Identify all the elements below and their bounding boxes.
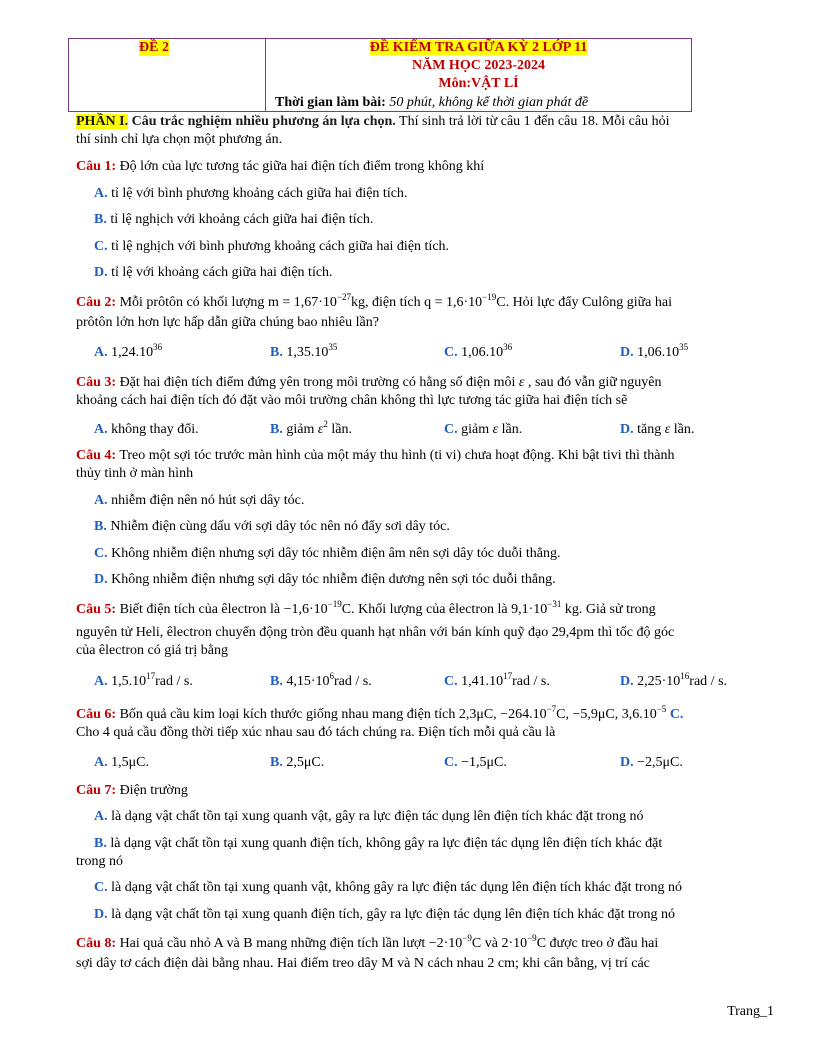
q7-option-c: C. là dạng vật chất tồn tại xung quanh vật, không gây ra lực điện tác dụng lên điện tích khác đặt trong nó	[94, 880, 683, 895]
q5-option-d: D. $2,25\cdot 10^{16}rad / s$.	[620, 671, 728, 689]
school-year: NĂM HỌC 2023-2024	[412, 58, 545, 73]
q2-option-a: A. 1,24.10$^{36}$	[94, 342, 163, 360]
question-7: Câu 7: Điện trường	[76, 783, 188, 798]
exam-code: ĐỀ 2	[139, 40, 169, 55]
question-2: Câu 2: Mỗi prôtôn có khối lượng $m = 1,67\cdot 10^{-27}kg$, điện tích $q = 1,6\cdot 10^{-19}C$. Hỏi lực đẩy Culông giữa hai	[76, 292, 672, 310]
q6-option-d: D. −2,5μC.	[620, 755, 683, 770]
q5-option-c: C. 1,41.10$^{17}$rad / s.	[444, 671, 550, 689]
q4-option-b: B. Nhiễm điện cùng dấu với sợi dây tóc nên nó đẩy sơi dây tóc.	[94, 519, 450, 534]
q3-option-c: C. giảm ε lần.	[444, 422, 523, 437]
question-4-line2: thủy tinh ở màn hình	[76, 466, 194, 481]
time-limit: Thời gian làm bài: 50 phút, không kể thời gian phát đề	[275, 95, 589, 110]
question-3: Câu 3: Đặt hai điện tích điểm đứng yên trong môi trường có hằng số điện môi ε , sau đó vẫn giữ nguyên	[76, 375, 662, 390]
question-3-line2: khoảng cách hai điện tích đó đặt vào môi trường chân không thì lực tương tác giữa hai điện tích sẽ	[76, 393, 628, 408]
q5-option-b: B. $4,15\cdot 10^6rad / s$.	[270, 671, 372, 689]
q1-option-c: C. tỉ lệ nghịch với bình phương khoảng cách giữa hai điện tích.	[94, 239, 450, 254]
question-4: Câu 4: Treo một sợi tóc trước màn hình của một máy thu hình (ti vi) chưa hoạt động. Khi bật tivi thì thành	[76, 448, 675, 463]
q6-option-a: A. 1,5μC.	[94, 755, 149, 770]
q7-option-b: B. là dạng vật chất tồn tại xung quanh điện tích, không gây ra lực điện tác dụng lên điện tích khác đặt	[94, 836, 663, 851]
q7-option-a: A. là dạng vật chất tồn tại xung quanh vật, gây ra lực điện tác dụng lên điện tích khác đặt trong nó	[94, 809, 644, 824]
q6-option-c: C. −1,5μC.	[444, 755, 507, 770]
q3-option-d: D. tăng ε lần.	[620, 422, 695, 437]
part-instructions: thí sinh chỉ lựa chọn một phương án.	[76, 132, 283, 147]
page-number: Trang_1	[727, 1004, 774, 1019]
q3-option-b: B. giảm $\varepsilon^2$ lần.	[270, 419, 352, 437]
question-6-line2: Cho 4 quả cầu đồng thời tiếp xúc nhau sau đó tách chúng ra. Điện tích mỗi quả cầu là	[76, 725, 556, 740]
question-5-line2: nguyên tử Heli, êlectron chuyển động tròn đều quanh hạt nhân với bán kính quỹ đạo 29,4pm thì tốc độ góc	[76, 625, 675, 640]
q2-option-d: D. 1,06.10$^{35}$	[620, 342, 689, 360]
exam-header	[68, 38, 692, 112]
subject: Môn:VẬT LÍ	[438, 76, 519, 91]
question-2-line2: prôtôn lớn hơn lực hấp dẫn giữa chúng bao nhiêu lần?	[76, 315, 379, 330]
question-6: Câu 6: Bốn quả cầu kim loại kích thước giống nhau mang điện tích 2,3μC, $-264.10^{-7}C$, −5,9μC, $3,6.10^{-5}$ C.	[76, 704, 684, 722]
question-8-line2: sợi dây tơ cách điện dài bằng nhau. Hai điểm treo dây M và N cách nhau 2 cm; khi cân bằng, vị trí các	[76, 956, 650, 971]
part-heading: PHẦN I. Câu trắc nghiệm nhiều phương án lựa chọn. Thí sinh trả lời từ câu 1 đến câu 18. Mỗi câu hỏi	[76, 114, 670, 129]
q1-option-a: A. tỉ lệ với bình phương khoảng cách giữa hai điện tích.	[94, 186, 408, 201]
q1-option-d: D. tỉ lệ với khoảng cách giữa hai điện tích.	[94, 265, 333, 280]
q4-option-a: A. nhiễm điện nên nó hút sợi dây tóc.	[94, 493, 305, 508]
question-1: Câu 1: Độ lớn của lực tương tác giữa hai điện tích điểm trong không khí	[76, 159, 485, 174]
q6-option-b: B. 2,5μC.	[270, 755, 325, 770]
q5-option-a: A. 1,5.10$^{17}$rad / s.	[94, 671, 193, 689]
q1-option-b: B. tỉ lệ nghịch với khoảng cách giữa hai điện tích.	[94, 212, 374, 227]
q2-option-c: C. 1,06.10$^{36}$	[444, 342, 513, 360]
q3-option-a: A. không thay đổi.	[94, 422, 199, 437]
q7-option-b-line2: trong nó	[76, 854, 124, 869]
question-8: Câu 8: Hai quả cầu nhỏ A và B mang những điện tích lần lượt $-2\cdot 10^{-9}C$ và $2\cdot 10^{-9}C$ được treo ở đầu hai	[76, 933, 659, 951]
question-5: Câu 5: Biết điện tích của êlectron là $-1,6\cdot 10^{-19}C$. Khối lượng của êlectron là $9,1\cdot 10^{-31}$ kg. Giả sử trong	[76, 599, 656, 617]
exam-title: ĐỀ KIỂM TRA GIỮA KỲ 2 LỚP 11	[369, 40, 588, 55]
question-5-line3: của êlectron có giá trị bằng	[76, 643, 228, 658]
q4-option-d: D. Không nhiễm điện nhưng sợi dây tóc nhiễm điện dương nên sợi tóc duỗi thẳng.	[94, 572, 556, 587]
q4-option-c: C. Không nhiễm điện nhưng sợi dây tóc nhiễm điện âm nên sợi dây tóc duỗi thẳng.	[94, 546, 561, 561]
q2-option-b: B. 1,35.10$^{35}$	[270, 342, 338, 360]
q7-option-d: D. là dạng vật chất tồn tại xung quanh điện tích, gây ra lực điện tác dụng lên điện tích khác đặt trong nó	[94, 907, 676, 922]
